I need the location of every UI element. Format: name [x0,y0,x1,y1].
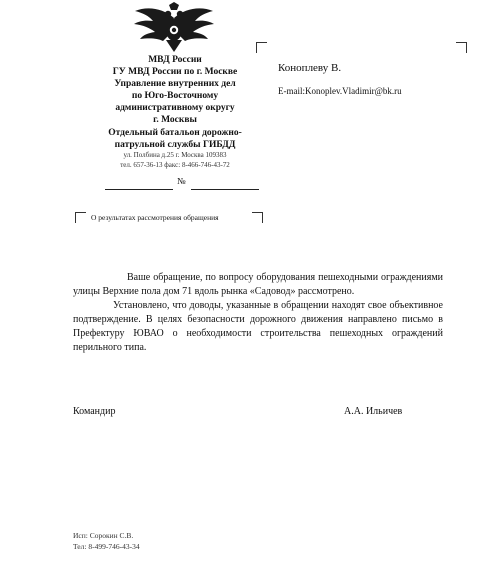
executor-name: Исп: Сорокин С.В. [73,531,134,540]
recipient-corner-top-left [256,42,267,53]
sender-phone: тел. 657-36-13 факс: 8-466-746-43-72 [120,160,230,169]
subject-corner-top-left [75,212,86,223]
mvd-emblem-icon [133,2,215,52]
registration-date-line [105,177,173,190]
executor-info [73,531,140,552]
subject-corner-top-right [252,212,263,223]
recipient-email: E-mail:Konoplev.Vladimir@bk.ru [278,86,402,96]
sender-address: ул. Полбина д.25 г. Москва 109383 [123,151,227,159]
number-sign: № [177,176,186,186]
org-line: МВД России [148,55,202,65]
org-line: г. Москвы [153,115,197,126]
registration-number-line [191,177,259,190]
body-paragraph: Установлено, что доводы, указанные в обращении находят свое объективное подтверждение. В целях безопасности дорожного движения направлено письмо в Префектуру ЮВАО о необходимости строительства пешеходных ограждений перильного типа. [73,300,443,353]
org-line: по Юго-Восточному [131,91,219,102]
org-line: ГУ МВД России по г. Москве [112,67,238,78]
recipient-name: Коноплеву В. [278,62,342,74]
sender-contacts [70,151,280,170]
org-line: Управление внутренних дел [114,79,236,90]
recipient-corner-top-right [456,42,467,53]
sender-organization [70,54,280,151]
org-line: патрульной службы ГИБДД [114,139,236,150]
org-line: административному округу [115,103,235,114]
executor-phone: Тел: 8-499-746-43-34 [73,541,140,551]
letter-subject: О результатах рассмотрения обращения [91,213,219,222]
letter-body [73,271,443,355]
org-line: Отдельный батальон дорожно- [108,127,242,138]
body-paragraph: Ваше обращение, по вопросу оборудования пешеходными ограждениями улицы Верхние пола дом 71 вдоль рынка «Садовод» рассмотрено. [73,272,443,297]
signatory-role: Командир [73,406,116,417]
signatory-name: А.А. Ильичев [344,406,403,417]
